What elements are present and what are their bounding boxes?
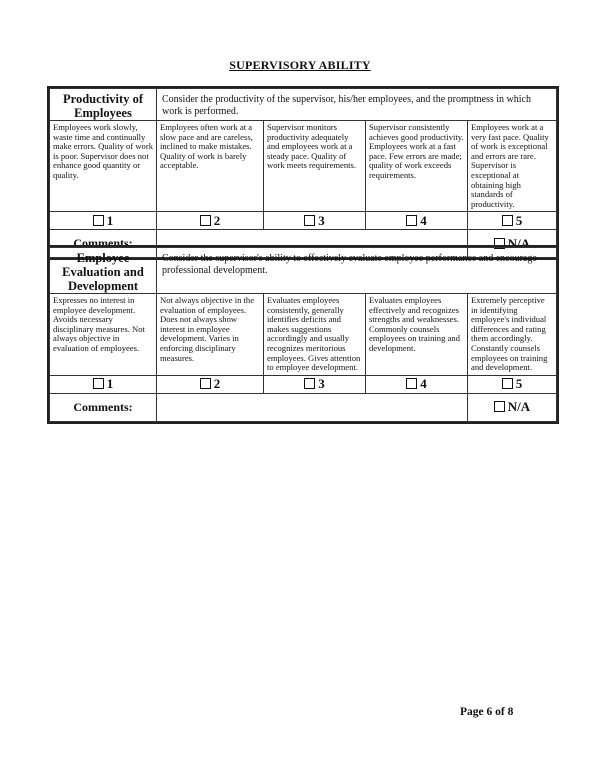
comments-field[interactable]	[157, 393, 468, 421]
section-intro: Consider the supervisor's ability to effectively evaluate employee performance and encourage professional development.	[157, 248, 557, 294]
rating-label: 1	[106, 212, 114, 228]
checkbox-icon[interactable]	[304, 215, 315, 226]
rating-label: 3	[318, 376, 325, 392]
section-heading: Employee Evaluation and Development	[50, 248, 157, 294]
checkbox-icon[interactable]	[502, 215, 513, 226]
rating-label: 4	[420, 212, 427, 228]
rating-label: 4	[420, 376, 427, 392]
level-4-description: Evaluates employees effectively and recognizes strengths and weaknesses. Commonly counsels employees on training and development.	[366, 294, 468, 376]
section-evaluation-development	[47, 245, 559, 424]
checkbox-icon[interactable]	[502, 378, 513, 389]
rating-option-2[interactable]	[157, 375, 264, 393]
level-3-description: Supervisor monitors productivity adequately and employees work at a steady pace. Quality of work meets requirements.	[264, 121, 366, 212]
comments-label: Comments:	[50, 230, 157, 258]
rating-option-4[interactable]	[366, 212, 468, 230]
rating-option-1[interactable]	[50, 212, 157, 230]
rating-option-4[interactable]	[366, 375, 468, 393]
rating-option-3[interactable]	[264, 212, 366, 230]
rating-label: 3	[318, 212, 325, 228]
checkbox-icon[interactable]	[494, 401, 505, 412]
checkbox-icon[interactable]	[406, 215, 417, 226]
rating-option-1[interactable]	[50, 375, 157, 393]
checkbox-icon[interactable]	[304, 378, 315, 389]
level-5-description: Employees work at a very fast pace. Quality of work is exceptional and errors are rare. Supervisor is exceptional at obtaining high standards of productivity.	[468, 121, 557, 212]
checkbox-icon[interactable]	[93, 378, 104, 389]
rating-label: 5	[515, 376, 523, 392]
level-5-description: Extremely perceptive in identifying employee's individual differences and rating them accordingly. Constantly counsels employees on training and development.	[468, 294, 557, 376]
level-1-description: Employees work slowly, waste time and continually make errors. Quality of work is poor. Supervisor does not enhance good quantity or quality.	[50, 121, 157, 212]
checkbox-icon[interactable]	[200, 215, 211, 226]
rating-table	[49, 247, 557, 422]
page-number: Page 6 of 8	[460, 706, 514, 718]
rating-option-3[interactable]	[264, 375, 366, 393]
level-2-description: Employees often work at a slow pace and are careless, inclined to make mistakes. Quality of work is barely acceptable.	[157, 121, 264, 212]
rating-label: 1	[106, 376, 114, 392]
level-1-description: Expresses no interest in employee development. Avoids necessary disciplinary measures. Not always objective in evaluation of employees.	[50, 294, 157, 376]
level-4-description: Supervisor consistently achieves good productivity. Employees work at a fast pace. Few errors are made; quality of work exceeds requirements.	[366, 121, 468, 212]
na-label: N/A	[507, 235, 531, 251]
rating-label: 2	[213, 376, 221, 392]
checkbox-icon[interactable]	[406, 378, 417, 389]
section-intro: Consider the productivity of the supervisor, his/her employees, and the promptness in which work is performed.	[157, 89, 557, 121]
page-title: SUPERVISORY ABILITY	[229, 58, 371, 72]
rating-option-5[interactable]	[468, 375, 557, 393]
rating-option-2[interactable]	[157, 212, 264, 230]
level-2-description: Not always objective in the evaluation of employees. Does not always show interest in employee development. Varies in enforcing disciplinary measures.	[157, 294, 264, 376]
section-heading: Productivity of Employees	[50, 89, 157, 121]
na-label: N/A	[507, 399, 531, 415]
comments-label: Comments:	[50, 393, 157, 421]
rating-label: 5	[515, 212, 523, 228]
na-option[interactable]	[468, 393, 557, 421]
checkbox-icon[interactable]	[93, 215, 104, 226]
checkbox-icon[interactable]	[200, 378, 211, 389]
section-productivity	[47, 86, 559, 260]
rating-option-5[interactable]	[468, 212, 557, 230]
level-3-description: Evaluates employees consistently, generally identifies deficits and makes suggestions accordingly and usually recognizes meritorious employees. Gives attention to employee development.	[264, 294, 366, 376]
rating-table	[49, 88, 557, 258]
rating-label: 2	[213, 212, 221, 228]
